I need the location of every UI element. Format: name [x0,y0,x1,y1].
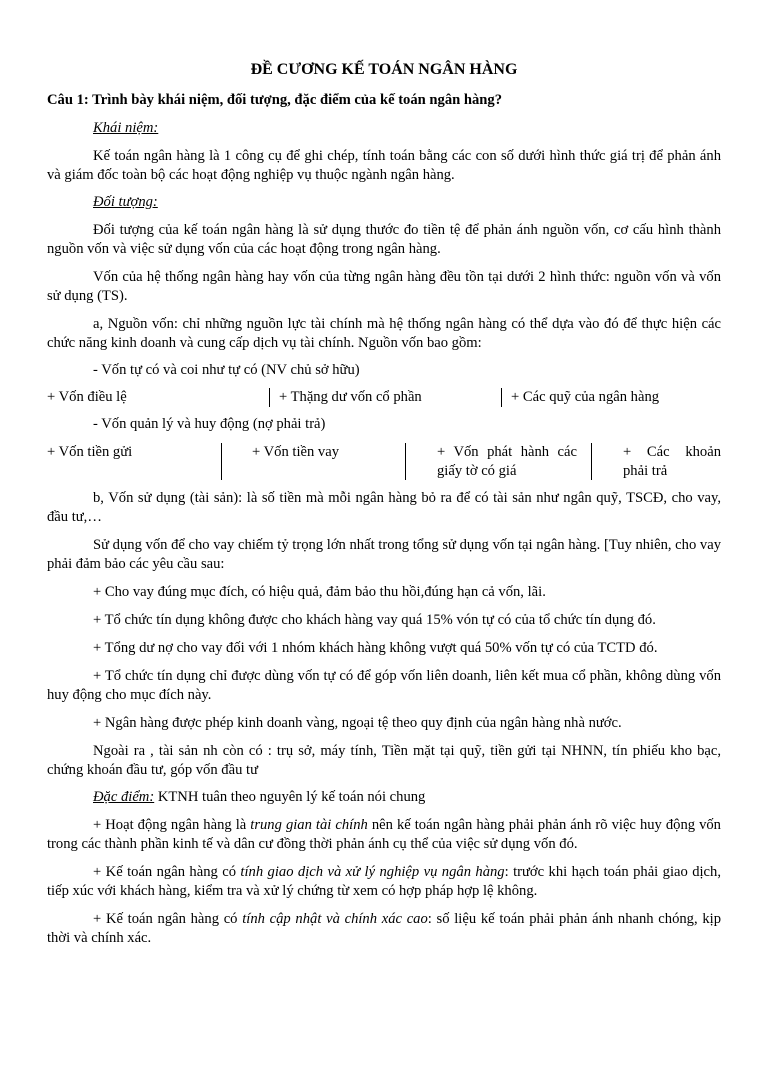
source-paragraph: a, Nguồn vốn: chỉ những nguồn lực tài chính mà hệ thống ngân hàng có thể dựa vào đó để thực hiện các chức năng kinh doanh và cung cấp dịch vụ tài chính. Nguồn vốn bao gồm: [47,316,721,351]
managed-item: + Các khoản phải trả [591,443,721,480]
requirement-item: + Tổ chức tín dụng không được cho khách hàng vay quá 15% vón tự có của tổ chức tín dụng đó. [93,612,656,628]
equity-heading: - Vốn tự có và coi như tự có (NV chủ sở hữu) [93,362,360,378]
document-page [0,60,768,1084]
equity-item: + Các quỹ của ngân hàng [501,388,721,407]
concept-paragraph: Kế toán ngân hàng là 1 công cụ để ghi chép, tính toán bằng các con số dưới hình thức giá trị để phản ánh và giám đốc toàn bộ các hoạt động nghiệp vụ thuộc ngành ngân hàng. [47,148,721,183]
feature-item-emphasis: trung gian tài chính [250,817,368,833]
equity-item: + Thặng dư vốn cổ phần [269,388,501,407]
feature-item-text: + Kế toán ngân hàng có [93,864,241,880]
feature-item-emphasis: tính giao dịch và xử lý nghiệp vụ ngân hàng [240,864,505,880]
equity-items-row [47,388,721,407]
feature-item [47,910,721,948]
other-assets-paragraph: Ngoài ra , tài sản nh còn có : trụ sở, máy tính, Tiền mặt tại quỹ, tiền gửi tại NHNN, tín phiếu kho bạc, chứng khoán đầu tư, góp vốn đầu tư [47,743,721,778]
object-label-line [47,193,721,212]
managed-heading: - Vốn quản lý và huy động (nợ phải trả) [93,416,326,432]
feature-item-text: nên kế toán ngân hàng phải phản ánh rõ việc huy động vốn trong các thành phần kinh tế và dân cư đồng thời phản ánh cụ thể của việc sử dụng vốn đó. [47,817,721,852]
question-heading: Câu 1: Trình bày khái niệm, đối tượng, đặc điểm của kế toán ngân hàng? [47,92,503,108]
feature-item-text: + Hoạt động ngân hàng là [93,817,251,833]
feature-item-text: + Kế toán ngân hàng có [93,911,243,927]
object-label: Đối tượng: [93,194,158,210]
requirement-item: + Ngân hàng được phép kinh doanh vàng, ngoại tệ theo quy định của ngân hàng nhà nước. [93,715,622,731]
feature-item [47,863,721,901]
feature-line [47,788,721,807]
managed-item: + Vốn phát hành các giấy tờ có giá [405,443,591,480]
concept-label-line [47,119,721,138]
feature-item [47,816,721,854]
feature-item-text: : số liệu kế toán phải phản ánh nhanh chóng, kịp thời và chính xác. [47,911,721,946]
managed-item: + Vốn tiền gửi [47,444,133,460]
requirement-item: + Tổng dư nợ cho vay đối với 1 nhóm khách hàng không vượt quá 50% vốn tự có của TCTD đó. [93,640,658,656]
requirement-item: + Cho vay đúng mục đích, có hiệu quả, đảm bảo thu hồi,đúng hạn cả vốn, lãi. [93,584,546,600]
usage-paragraph: b, Vốn sử dụng (tài sản): là số tiền mà mỗi ngân hàng bỏ ra để có tài sản như ngân quỹ, TSCĐ, cho vay, đầu tư,… [47,490,721,525]
managed-items-row [47,443,721,480]
object-paragraph: Đối tượng của kế toán ngân hàng là sử dụng thước đo tiền tệ để phản ánh nguồn vốn, cơ cấu hình thành nguồn vốn và việc sử dụng vốn của các hoạt động trong ngân hàng. [47,222,721,257]
feature-label: Đặc điểm: [93,789,155,805]
requirement-item: + Tổ chức tín dụng chỉ được dùng vốn tự có để góp vốn liên doanh, liên kết mua cổ phần, không dùng vốn huy động cho mục đích này. [47,668,721,703]
capital-paragraph: Vốn của hệ thống ngân hàng hay vốn của từng ngân hàng đều tồn tại dưới 2 hình thức: nguồn vốn và vốn sử dụng (TS). [47,269,721,304]
equity-item: + Vốn điều lệ [47,389,127,405]
document-title: ĐỀ CƯƠNG KẾ TOÁN NGÂN HÀNG [250,61,518,78]
feature-item-emphasis: tính cập nhật và chính xác cao [242,911,428,927]
feature-text: KTNH tuân theo nguyên lý kế toán nói chung [154,789,426,805]
managed-item: + Vốn tiền vay [221,443,405,480]
feature-item-text: : trước khi hạch toán phải giao dịch, tiếp xúc với khách hàng, kiểm tra và xử lý chứng từ xem có hợp pháp hợp lệ không. [47,864,721,899]
lending-paragraph: Sử dụng vốn để cho vay chiếm tỷ trọng lớn nhất trong tổng sử dụng vốn tại ngân hàng. [Tuy nhiên, cho vay phải đảm bảo các yêu cầu sau: [47,537,721,572]
concept-label: Khái niệm: [93,120,159,136]
